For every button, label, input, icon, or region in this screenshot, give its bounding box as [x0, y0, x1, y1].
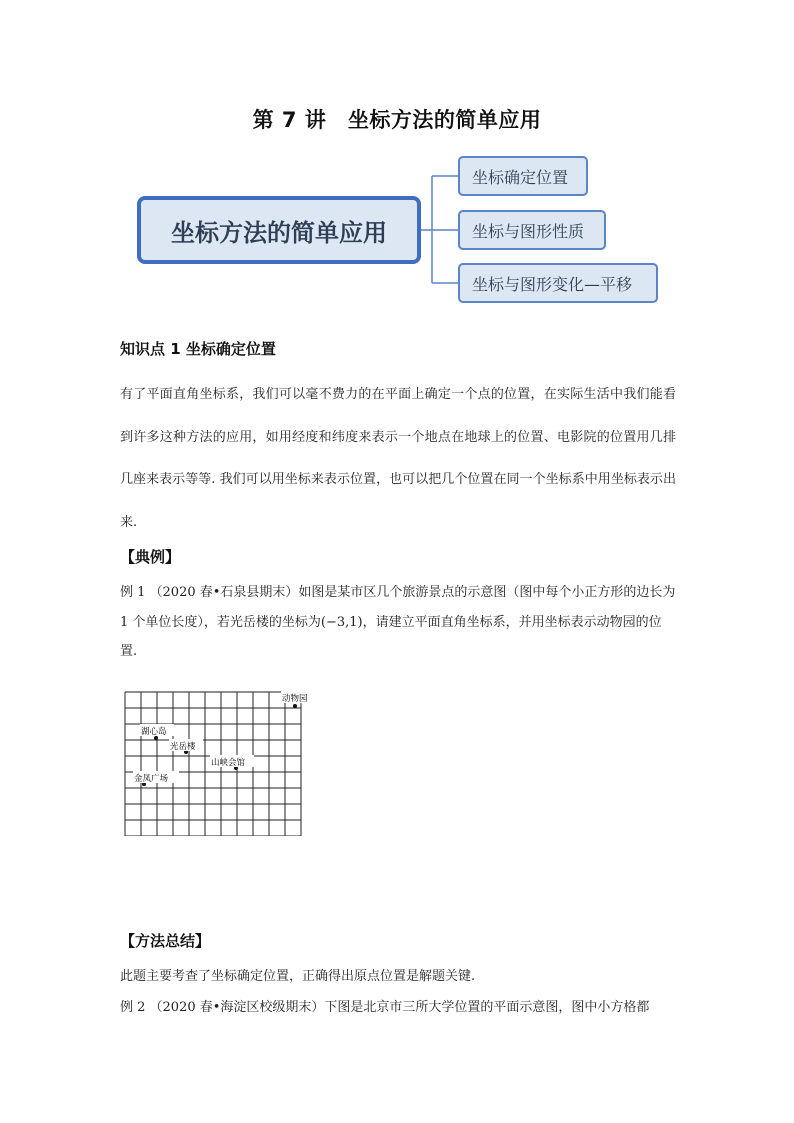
square-label: 金凤广场 — [134, 774, 169, 784]
mindmap-branch-shape: 坐标与图形性质 — [458, 210, 606, 250]
mindmap-branch-translate: 坐标与图形变化—平移 — [458, 263, 658, 303]
zoo-label: 动物园 — [282, 694, 308, 704]
museum-label: 山峡会馆 — [211, 758, 246, 768]
mindmap-connector — [0, 0, 794, 330]
knowledge-point-heading: 知识点 1 坐标确定位置 — [120, 340, 276, 358]
tower-label: 光岳楼 — [170, 742, 196, 752]
method-summary-heading: 【方法总结】 — [120, 932, 211, 950]
example-section-heading: 【典例】 — [120, 548, 181, 566]
mindmap-center: 坐标方法的简单应用 — [137, 196, 421, 264]
page-title: 第 7 讲 坐标方法的简单应用 — [252, 108, 542, 132]
tourist-map-grid — [120, 688, 320, 836]
example-2-text: 例 2 （2020 春•海淀区校级期末）下图是北京市三所大学位置的平面示意图，图中小方格都 — [120, 1000, 650, 1015]
example-1-text: 例 1 （2020 春•石泉县期末）如图是某市区几个旅游景点的示意图（图中每个小正方形的边长为 1 个单位长度），若光岳楼的坐标为(−3,1)，请建立平面直角坐标系，并用坐标表示动物园的位置. — [120, 585, 676, 659]
method-summary-text: 此题主要考查了坐标确定位置，正确得出原点位置是解题关键. — [120, 969, 476, 984]
zoo-point — [293, 704, 297, 708]
lake-label: 湖心岛 — [141, 727, 167, 737]
intro-paragraph: 有了平面直角坐标系，我们可以毫不费力的在平面上确定一个点的位置，在实际生活中我们能看到许多这种方法的应用，如用经度和纬度来表示一个地点在地球上的位置、电影院的位置用几排几座来表示等等. 我们可以用坐标来表示位置，也可以把几个位置在同一个坐标系中用坐标表示出来. — [120, 387, 676, 530]
mindmap-branch-position: 坐标确定位置 — [458, 156, 588, 196]
